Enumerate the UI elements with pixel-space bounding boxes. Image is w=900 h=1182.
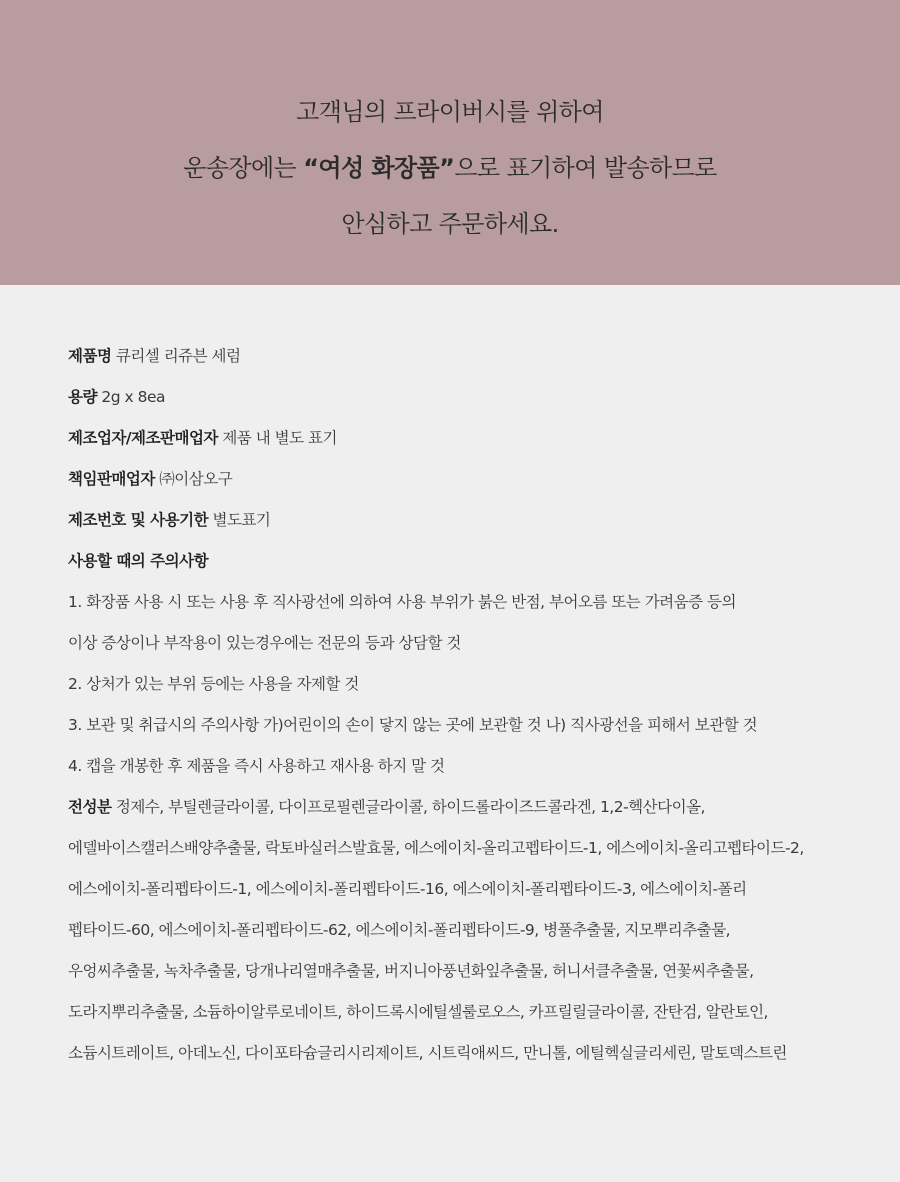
info-label: 제품명 bbox=[68, 347, 112, 365]
info-row-distributor bbox=[68, 469, 900, 489]
privacy-banner bbox=[0, 0, 900, 285]
info-value: 제품 내 별도 표기 bbox=[222, 429, 337, 447]
ingredients-line: 에스에이치-폴리펩타이드-1, 에스에이치-폴리펩타이드-16, 에스에이치-폴리펩타이드-3, 에스에이치-폴리 bbox=[68, 880, 747, 898]
info-row-capacity bbox=[68, 387, 900, 407]
info-label: 제조업자/제조판매업자 bbox=[68, 429, 218, 447]
ingredients-line: 우엉씨추출물, 녹차추출물, 당개나리열매추출물, 버지니아풍년화잎추출물, 허니서클추출물, 연꽃씨추출물, bbox=[68, 962, 754, 980]
precaution-line: 4. 캡을 개봉한 후 제품을 즉시 사용하고 재사용 하지 말 것 bbox=[68, 757, 445, 775]
product-info-section bbox=[0, 285, 900, 1063]
info-row-manufacturer bbox=[68, 428, 900, 448]
precaution-line: 1. 화장품 사용 시 또는 사용 후 직사광선에 의하여 사용 부위가 붉은 반점, 부어오름 또는 가려움증 등의 bbox=[68, 593, 736, 611]
banner-line-2 bbox=[0, 140, 900, 196]
banner-line-3: 안심하고 주문하세요. bbox=[341, 210, 559, 238]
info-label: 제조번호 및 사용기한 bbox=[68, 511, 209, 529]
ingredients-line: 펩타이드-60, 에스에이치-폴리펩타이드-62, 에스에이치-폴리펩타이드-9, 병풀추출물, 지모뿌리추출물, bbox=[68, 921, 731, 939]
info-value: 별도표기 bbox=[212, 511, 271, 529]
ingredients-line: 에델바이스캘러스배양추출물, 락토바실러스발효물, 에스에이치-올리고펩타이드-1, 에스에이치-올리고펩타이드-2, bbox=[68, 839, 804, 857]
info-row-lot-expiry bbox=[68, 510, 900, 530]
info-row-product-name bbox=[68, 346, 900, 366]
info-label: 용량 bbox=[68, 388, 97, 406]
banner-line-2-suffix: 으로 표기하여 발송하므로 bbox=[454, 154, 717, 182]
info-value: 2g x 8ea bbox=[101, 388, 166, 406]
banner-line-1: 고객님의 프라이버시를 위하여 bbox=[296, 98, 604, 126]
info-value: ㈜이삼오구 bbox=[159, 470, 233, 488]
ingredients-text: 정제수, 부틸렌글라이콜, 다이프로필렌글라이콜, 하이드롤라이즈드콜라겐, 1,2-헥산다이올, bbox=[115, 798, 705, 816]
banner-line-2-prefix: 운송장에는 bbox=[183, 154, 304, 182]
precaution-line: 2. 상처가 있는 부위 등에는 사용을 자제할 것 bbox=[68, 675, 359, 693]
precautions-title-text: 사용할 때의 주의사항 bbox=[68, 552, 209, 570]
info-value: 큐리셀 리쥬븐 세럼 bbox=[115, 347, 241, 365]
ingredients-line: 소듐시트레이트, 아데노신, 다이포타슘글리시리제이트, 시트릭애씨드, 만니톨, 에틸헥실글리세린, 말토덱스트린 bbox=[68, 1044, 787, 1062]
ingredients-label: 전성분 bbox=[68, 798, 112, 816]
banner-emphasis: “여성 화장품” bbox=[303, 154, 455, 182]
info-label: 책임판매업자 bbox=[68, 470, 155, 488]
ingredients-line: 도라지뿌리추출물, 소듐하이알루로네이트, 하이드록시에틸셀룰로오스, 카프릴릴글라이콜, 잔탄검, 알란토인, bbox=[68, 1003, 768, 1021]
precaution-line: 이상 증상이나 부작용이 있는경우에는 전문의 등과 상담할 것 bbox=[68, 634, 461, 652]
precaution-line: 3. 보관 및 취급시의 주의사항 가)어린이의 손이 닿지 않는 곳에 보관할 것 나) 직사광선을 피해서 보관할 것 bbox=[68, 716, 758, 734]
precautions-title bbox=[68, 551, 900, 571]
ingredients-first-line bbox=[68, 797, 900, 817]
